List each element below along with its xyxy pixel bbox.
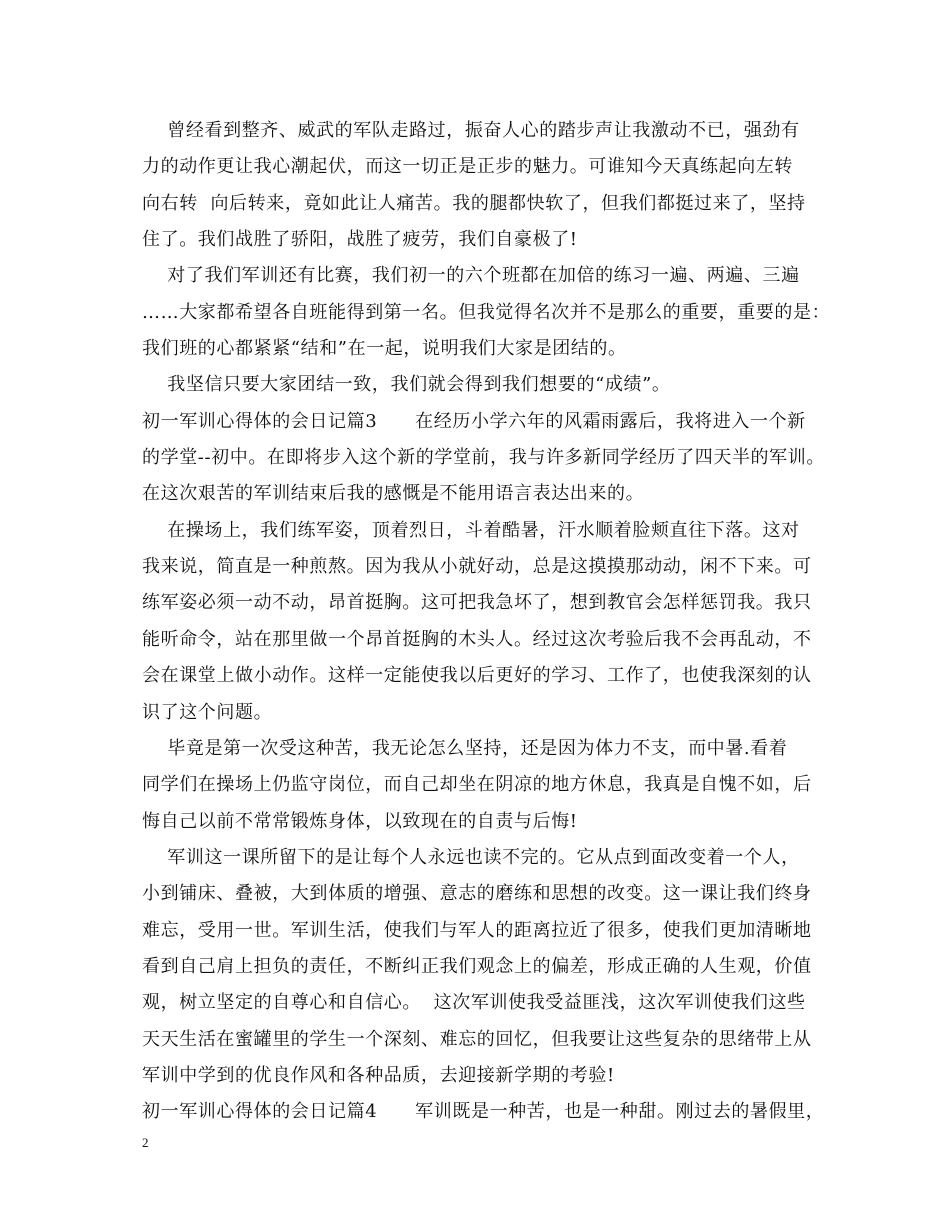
text-line: 毕竟是第一次受这种苦，我无论怎么坚持，还是因为体力不支，而中暑.看着 — [142, 737, 788, 759]
text-line: 我来说，简直是一种煎熬。因为我从小就好动，总是这摸摸那动动，闲不下来。可 — [142, 556, 812, 578]
text-line: 我坚信只要大家团结一致，我们就会得到我们想要的“成绩”。 — [142, 374, 671, 396]
text-line: 小到铺床、叠被，大到体质的增强、意志的磨练和思想的改变。这一课让我们终身 — [142, 883, 812, 905]
text-line: 住了。我们战胜了骄阳，战胜了疲劳，我们自豪极了! — [142, 229, 578, 251]
body-text — [142, 113, 831, 1131]
text-line: 难忘，受用一世。军训生活，使我们与军人的距离拉近了很多，使我们更加清晰地 — [142, 919, 812, 941]
text-line: 在操场上，我们练军姿，顶着烈日，斗着酷暑，汗水顺着脸颊直往下落。这对 — [142, 519, 800, 541]
text-line: 观，树立坚定的自尊心和自信心。 这次军训使我受益匪浅，这次军训使我们这些 — [142, 992, 806, 1014]
text-line: 识了这个问题。 — [142, 701, 273, 723]
text-line: 向右转 向后转来，竟如此让人痛苦。我的腿都快软了，但我们都挺过来了，坚持 — [142, 192, 806, 214]
text-line: 曾经看到整齐、威武的军队走路过，振奋人心的踏步声让我激动不已，强劲有 — [142, 120, 800, 141]
text-line: 对了我们军训还有比赛，我们初一的六个班都在加倍的练习一遍、两遍、三遍 — [142, 265, 800, 287]
text-line: 悔自己以前不常常锻炼身体，以致现在的自责与后悔! — [142, 810, 578, 832]
text-line: ……大家都希望各自班能得到第一名。但我觉得名次并不是那么的重要，重要的是： — [142, 301, 831, 323]
text-line: 初一军训心得体的会日记篇4 军训既是一种苦，也是一种甜。刚过去的暑假里， — [142, 1101, 825, 1123]
text-line: 看到自己肩上担负的责任，不断纠正我们观念上的偏差，形成正确的人生观，价值 — [142, 955, 812, 977]
text-line: 天天生活在蜜罐里的学生一个深刻、难忘的回忆，但我要让这些复杂的思绪带上从 — [142, 1028, 812, 1050]
text-line: 同学们在操场上仍监守岗位，而自己却坐在阴凉的地方休息，我真是自愧不如，后 — [142, 774, 812, 796]
text-line: 我们班的心都紧紧“结和”在一起，说明我们大家是团结的。 — [142, 338, 627, 360]
text-line: 初一军训心得体的会日记篇3 在经历小学六年的风霜雨露后，我将进入一个新 — [142, 410, 806, 432]
text-line: 会在课堂上做小动作。这样一定能使我以后更好的学习、工作了，也使我深刻的认 — [142, 665, 812, 687]
text-line: 练军姿必须一动不动，昂首挺胸。这可把我急坏了，想到教官会怎样惩罚我。我只 — [142, 592, 812, 614]
text-line: 军训中学到的优良作风和各种品质，去迎接新学期的考验! — [142, 1064, 615, 1086]
text-line: 军训这一课所留下的是让每个人永远也读不完的。它从点到面改变着一个人， — [142, 846, 800, 868]
text-line: 在这次艰苦的军训结束后我的感慨是不能用语言表达出来的。 — [142, 483, 645, 505]
page-number: 2 — [142, 1135, 149, 1150]
text-line: 力的动作更让我心潮起伏，而这一切正是正步的魅力。可谁知今天真练起向左转 — [142, 156, 793, 178]
text-line: 能听命令，站在那里做一个昂首挺胸的木头人。经过这次考验后我不会再乱动，不 — [142, 628, 812, 650]
text-line: 的学堂--初中。在即将步入这个新的学堂前，我与许多新同学经历了四天半的军训。 — [142, 447, 825, 469]
